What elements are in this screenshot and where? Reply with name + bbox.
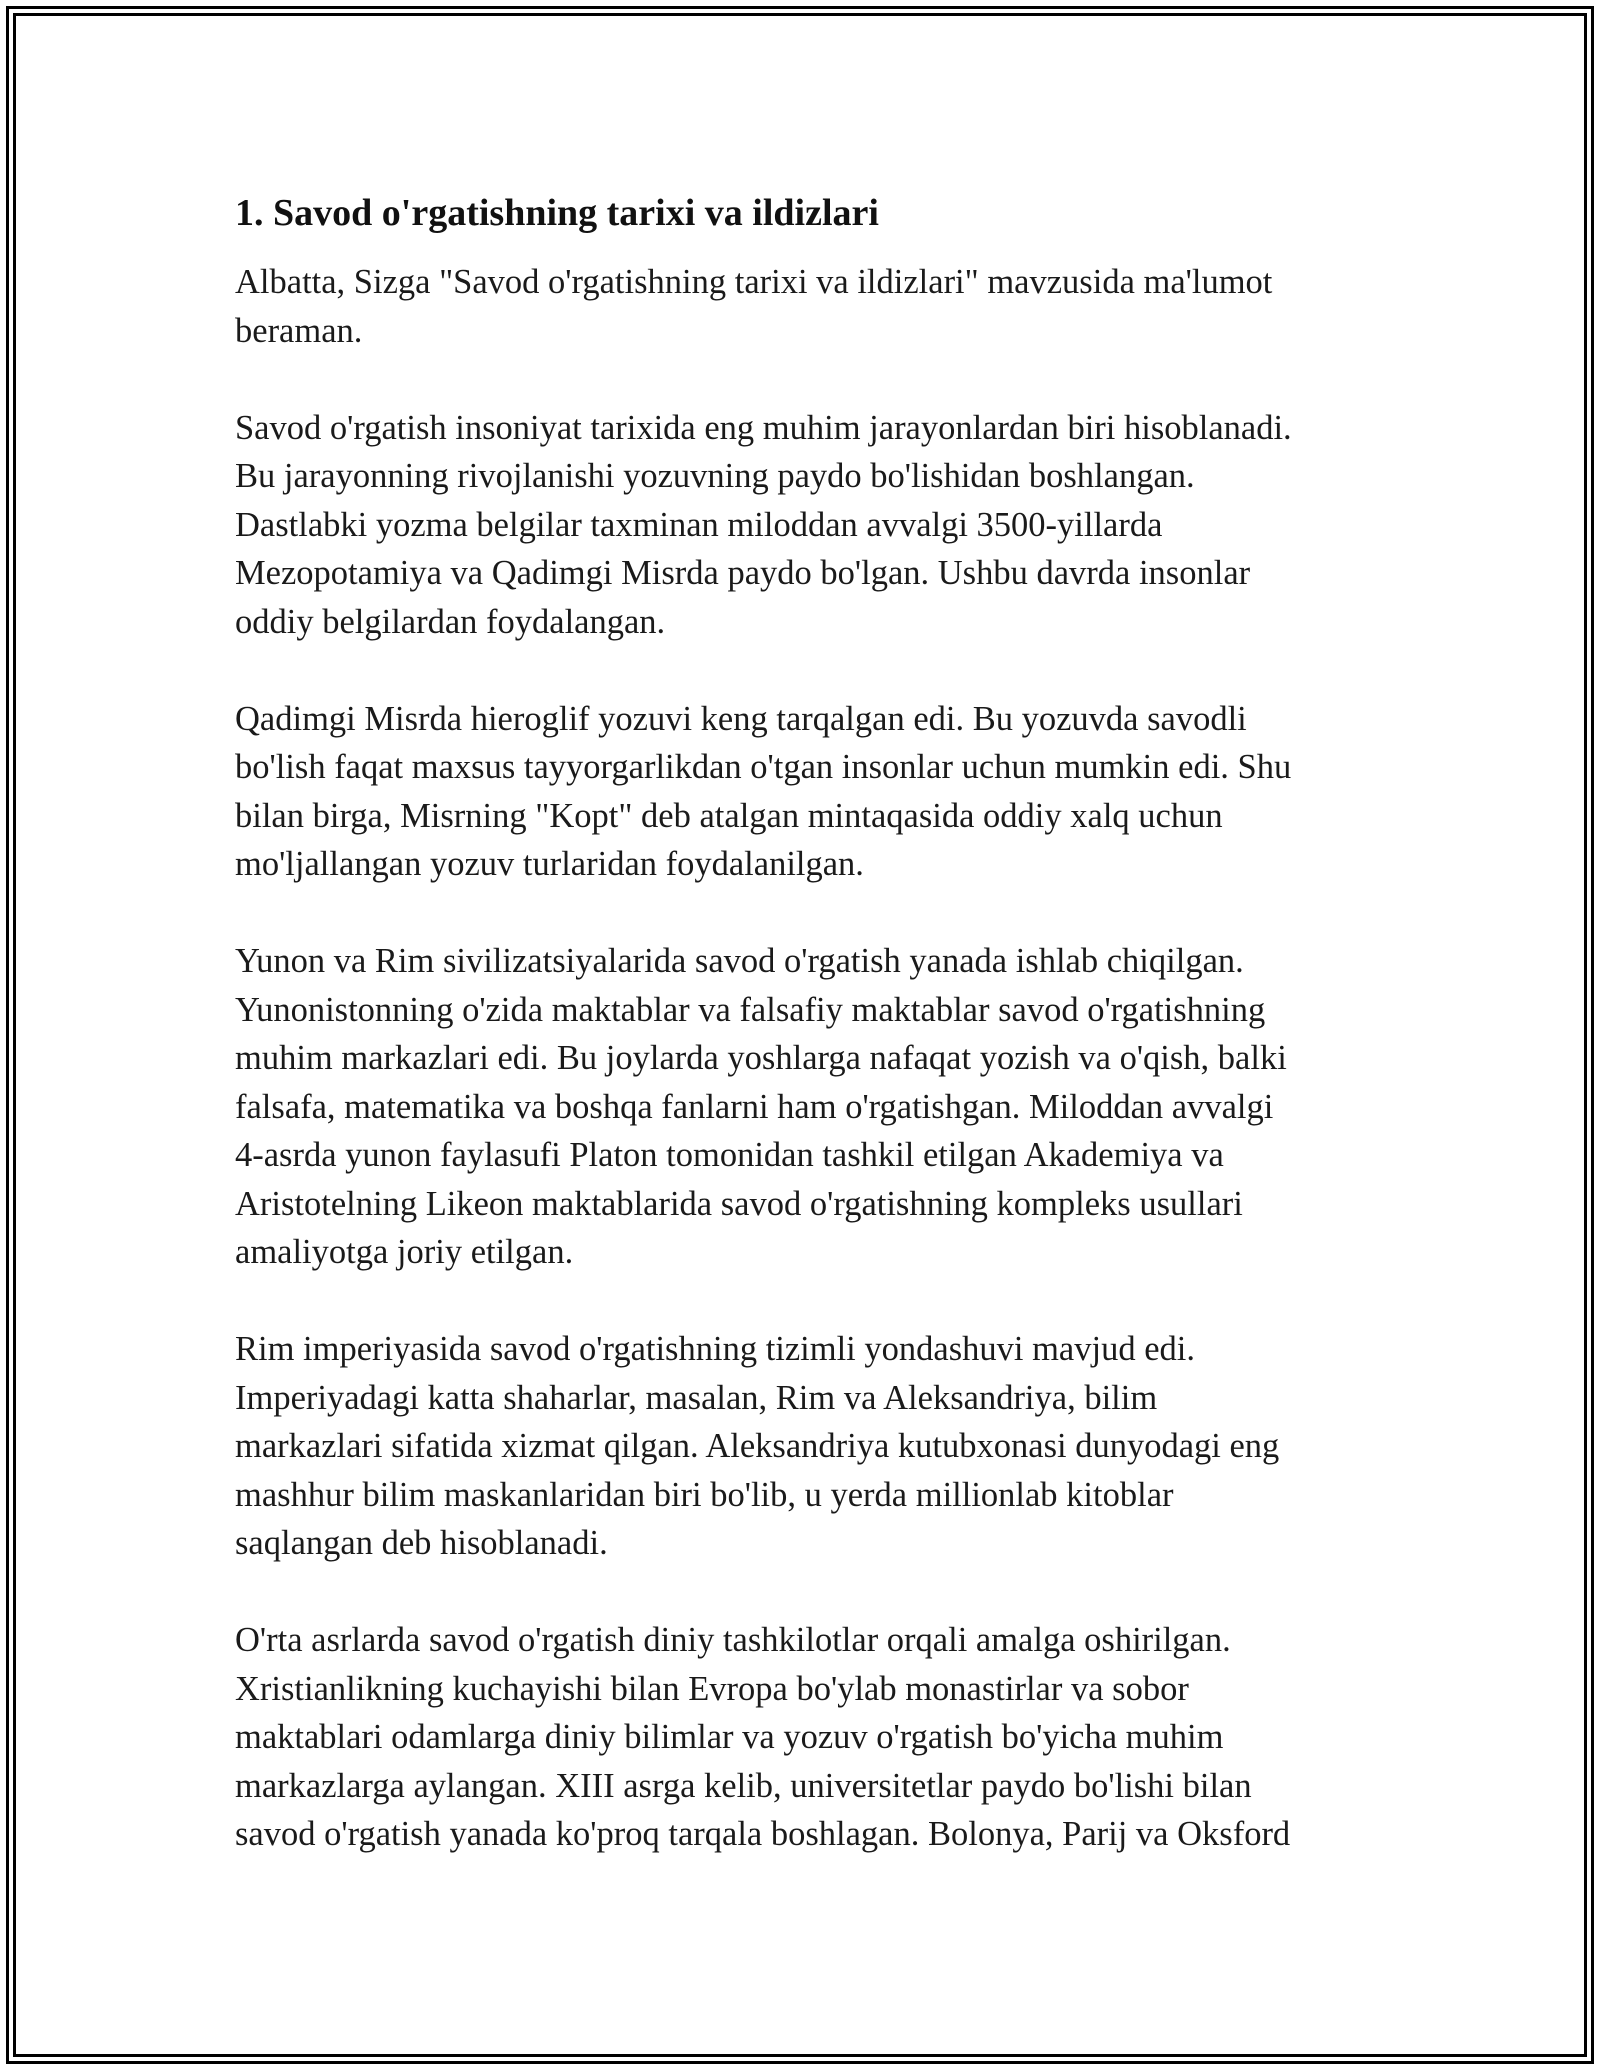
paragraph-origins: Savod o'rgatish insoniyat tarixida eng muhim jarayonlardan biri hisoblanadi. Bu jarayonning rivojlanishi yozuvning paydo bo'lishidan boshlangan. Dastlabki yozma belgilar taxminan miloddan avvalgi 3500-yillarda Mezopotamiya va Qadimgi Misrda paydo bo'lgan. Ushbu davrda insonlar oddiy belgilardan foydalangan. (235, 408, 1292, 641)
page-title: 1. Savod o'rgatishning tarixi va ildizlari (235, 192, 879, 234)
paragraph-middle-ages: O'rta asrlarda savod o'rgatish diniy tashkilotlar orqali amalga oshirilgan. Xristianlikning kuchayishi bilan Evropa bo'ylab monastirlar va sobor maktablari odamlarga diniy bilimlar va yozuv o'rgatish bo'yicha muhim markazlarga aylangan. XIII asrga kelib, universitetlar paydo bo'lishi bilan savod o'rgatish yanada ko'proq tarqala boshlagan. Bolonya, Parij va Oksford (235, 1621, 1291, 1853)
document-body (235, 188, 1375, 1859)
paragraph-egypt: Qadimgi Misrda hieroglif yozuvi keng tarqalgan edi. Bu yozuvda savodli bo'lish faqat maxsus tayyorgarlikdan o'tgan insonlar uchun mumkin edi. Shu bilan birga, Misrning "Kopt" deb atalgan mintaqasida oddiy xalq uchun mo'ljallangan yozuv turlaridan foydalanilgan. (235, 699, 1292, 883)
paragraph-intro: Albatta, Sizga "Savod o'rgatishning tarixi va ildizlari" mavzusida ma'lumot beraman. (235, 263, 1273, 350)
paragraph-greece-rome: Yunon va Rim sivilizatsiyalarida savod o'rgatish yanada ishlab chiqilgan. Yunonistonning o'zida maktablar va falsafiy maktablar savod o'rgatishning muhim markazlari edi. Bu joylarda yoshlarga nafaqat yozish va o'qish, balki falsafa, matematika va boshqa fanlarni ham o'rgatishgan. Miloddan avvalgi 4-asrda yunon faylasufi Platon tomonidan tashkil etilgan Akademiya va Aristotelning Likeon maktablarida savod o'rgatishning kompleks usullari amaliyotga joriy etilgan. (235, 942, 1287, 1271)
paragraph-roman-empire: Rim imperiyasida savod o'rgatishning tizimli yondashuvi mavjud edi. Imperiyadagi katta shaharlar, masalan, Rim va Aleksandriya, bilim markazlari sifatida xizmat qilgan. Aleksandriya kutubxonasi dunyodagi eng mashhur bilim maskanlaridan biri bo'lib, u yerda millionlab kitoblar saqlangan deb hisoblanadi. (235, 1330, 1280, 1562)
